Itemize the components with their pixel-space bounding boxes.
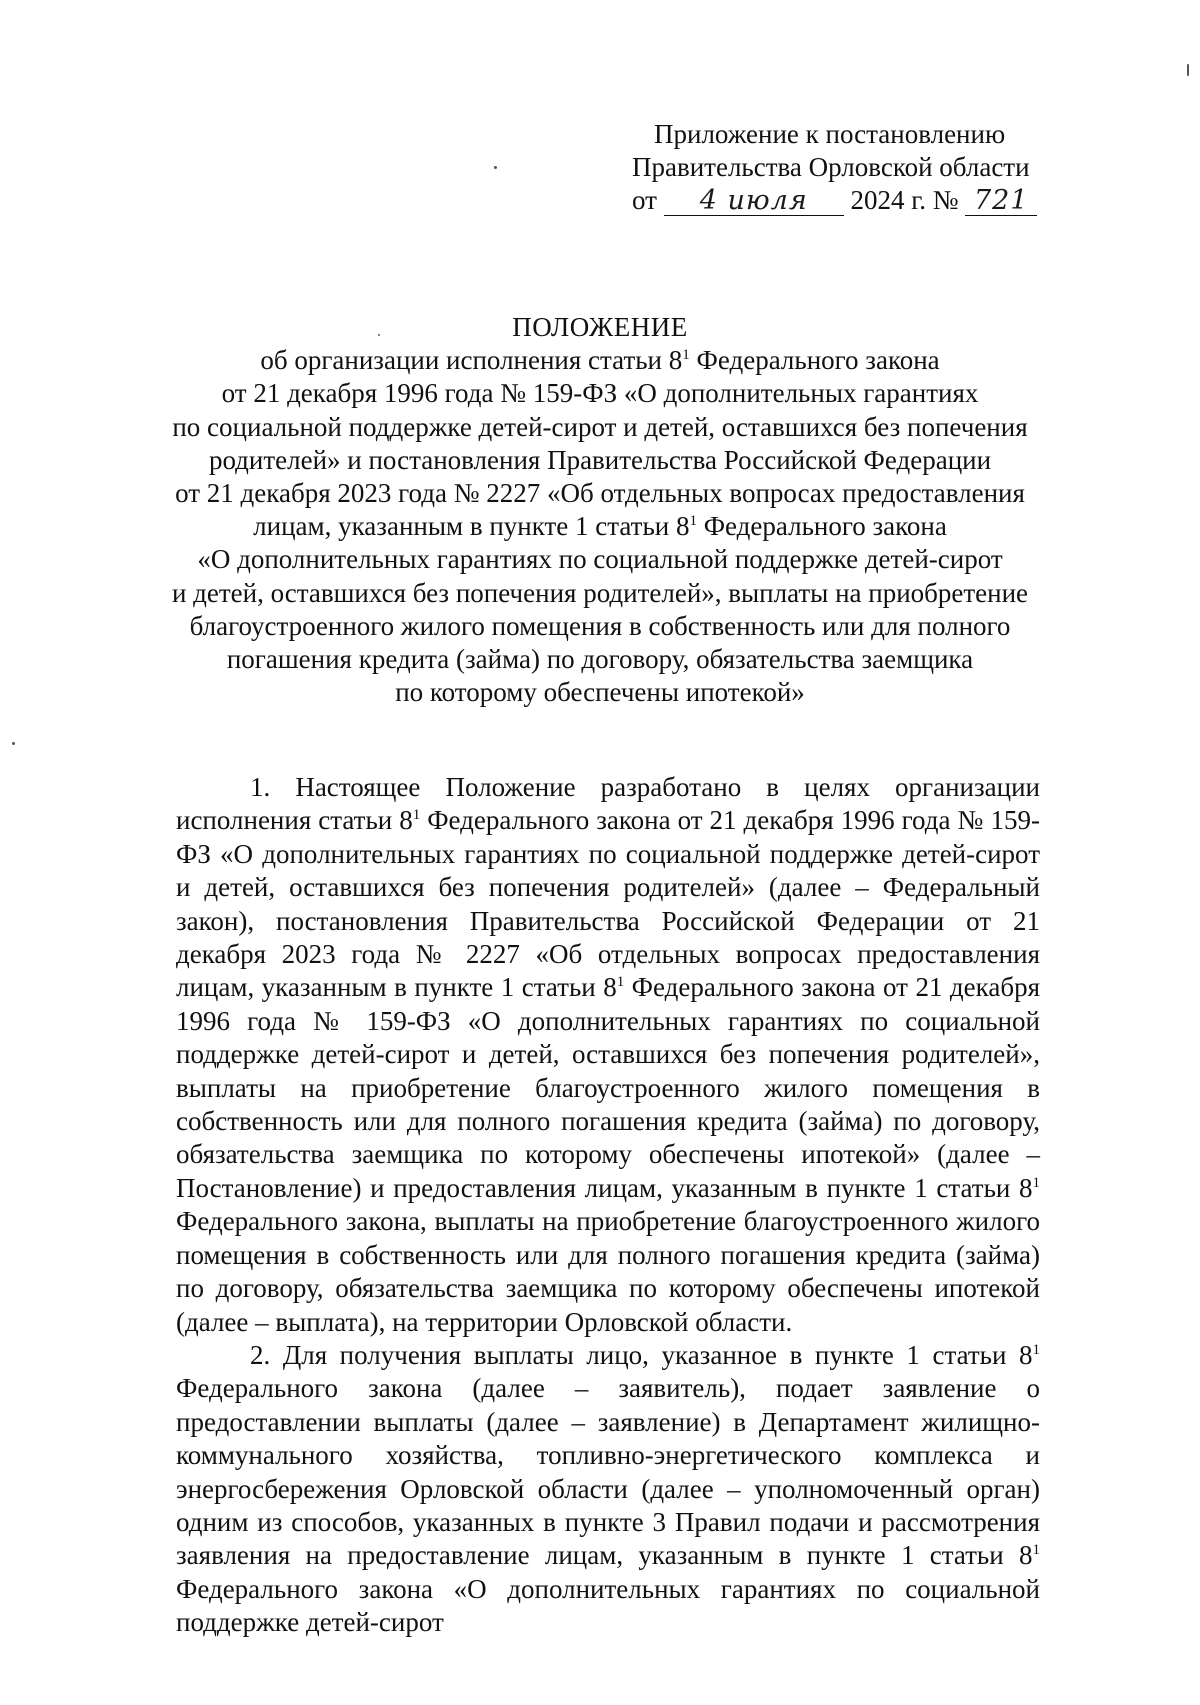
paragraph-text: 1. Настоящее Положение разработано в целях организации исполнения статьи 8 [176,772,1040,836]
superscript: 1 [682,347,690,364]
superscript: 1 [616,974,625,991]
handwritten-date: 4 июля [664,187,844,216]
title-line: «О дополнительных гарантиях по социальной поддержке детей-сирот [197,544,1003,575]
title-text: Федерального закона [696,511,947,542]
paragraph-text: Федерального закона от 21 декабря 1996 года № 159-ФЗ «О дополнительных гарантиях по социальной поддержке детей-сирот и детей, оставшихся без попечения родителей» (далее – Федеральный закон), постановления Правительства Российской Федерации от 21 декабря 2023 года № 2227 «Об отдельных вопросах предоставления лицам, указанным в пункте 1 статьи 8 [176,805,1040,1003]
title-line: по которому обеспечены ипотекой» [395,677,805,708]
title-text: об организации исполнения статьи 8 [260,345,683,376]
title-line [150,344,1050,377]
approval-header [632,118,1094,217]
superscript: 1 [412,807,421,824]
approval-line-1: Приложение к постановлению [654,119,1006,149]
paragraph-text: Федерального закона, выплаты на приобретение благоустроенного жилого помещения в собственность или для полного погашения кредита (займа) по договору, обязательства заемщика по которому обеспечены ипотекой (далее – выплата), на территории Орловской области. [176,1206,1040,1337]
document-body [176,771,1040,1640]
title-text: лицам, указанным в пункте 1 статьи 8 [253,511,690,542]
paragraph-2 [176,1339,1040,1640]
superscript: 1 [1032,1341,1040,1358]
superscript: 1 [1032,1542,1040,1559]
paragraph-text: Федерального закона от 21 декабря 1996 года № 159-ФЗ «О дополнительных гарантиях по социальной поддержке детей-сирот и детей, оставшихся без попечения родителей», выплаты на приобретение благоустроенного жилого помещения в собственность или для полного погашения кредита (займа) по договору, обязательства заемщика по которому обеспечены ипотекой» (далее – Постановление) и предоставления лицам, указанным в пункте 1 статьи 8 [176,972,1040,1203]
title-text: Федерального закона [689,345,940,376]
approval-line-2: Правительства Орловской области [632,152,1030,182]
scan-speck [12,742,15,745]
paragraph-1 [176,771,1040,1339]
title-line [150,510,1050,543]
paragraph-text: 2. Для получения выплаты лицо, указанное в пункте 1 статьи 8 [250,1339,1033,1370]
superscript: 1 [1032,1174,1040,1191]
paragraph-text: Федерального закона (далее – заявитель), подает заявление о предоставлении выплаты (далее – заявление) в Департамент жилищно-коммунального хозяйства, топливно-энергетического комплекса и энергосбережения Орловской области (далее – уполномоченный орган) одним из способов, указанных в пункте 3 Правил подачи и рассмотрения заявления на предоставление лицам, указанным в пункте 1 статьи 8 [176,1373,1040,1571]
handwritten-number: 721 [965,187,1037,216]
title-line: благоустроенного жилого помещения в собственность или для полного [189,610,1011,641]
scan-speck [494,166,497,169]
title-heading: ПОЛОЖЕНИЕ [512,312,688,342]
year-and-number-label: 2024 г. № [850,185,959,215]
paragraph-text: Федерального закона «О дополнительных гарантиях по социальной поддержке детей-сирот [176,1573,1040,1638]
title-line: погашения кредита (займа) по договору, обязательства заемщика [226,644,974,675]
title-line: родителей» и постановления Правительства Российской Федерации [208,444,992,475]
title-line: и детей, оставшихся без попечения родителей», выплаты на приобретение [171,577,1029,608]
superscript: 1 [689,513,697,530]
scan-speck [1187,64,1189,76]
title-line: от 21 декабря 2023 года № 2227 «Об отдельных вопросах предоставления [175,478,1025,509]
title-line: от 21 декабря 1996 года № 159-ФЗ «О дополнительных гарантиях [221,378,979,409]
document-title [150,311,1050,709]
date-prefix: от [632,185,657,215]
approval-date-line [632,184,1094,217]
title-line: по социальной поддержке детей-сирот и детей, оставшихся без попечения [172,411,1028,442]
